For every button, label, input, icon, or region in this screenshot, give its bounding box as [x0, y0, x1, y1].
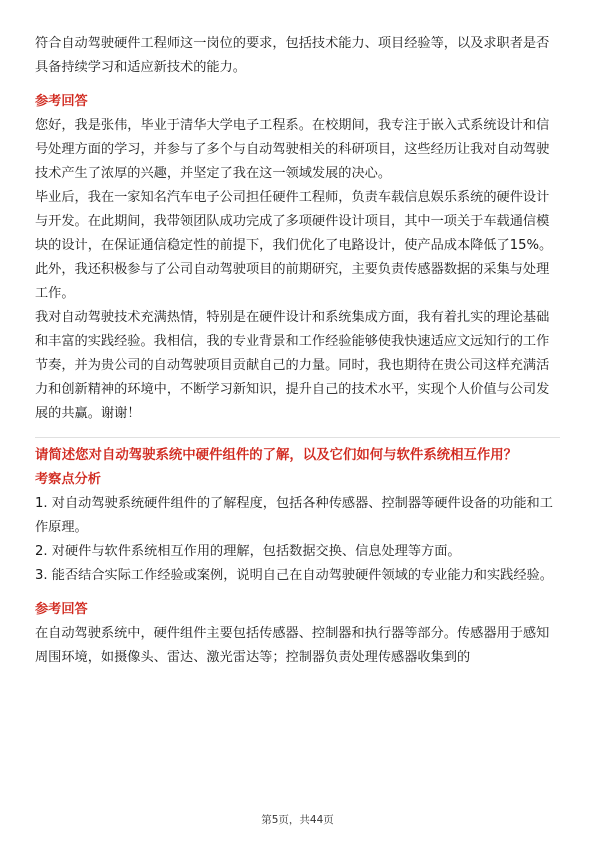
analysis-point-2: 2. 对硬件与软件系统相互作用的理解，包括数据交换、信息处理等方面。 [35, 544, 461, 559]
page-footer: 第5页，共44页 [261, 814, 334, 826]
answer2-paragraph: 在自动驾驶系统中，硬件组件主要包括传感器、控制器和执行器等部分。传感器用于感知周围环境，如摄像头、雷达、激光雷达等；控制器负责处理传感器收集到的 [35, 626, 550, 665]
analysis-point-1: 1. 对自动驾驶系统硬件组件的了解程度，包括各种传感器、控制器等硬件设备的功能和工作原理。 [35, 496, 553, 535]
answer2-heading: 参考回答 [35, 602, 88, 617]
question2-title: 请简述您对自动驾驶系统中硬件组件的了解，以及它们如何与软件系统相互作用？ [35, 448, 518, 463]
answer1-paragraph-1: 您好，我是张伟，毕业于清华大学电子工程系。在校期间，我专注于嵌入式系统设计和信号处理方面的学习，并参与了多个与自动驾驶相关的科研项目，这些经历让我对自动驾驶技术产生了浓厚的兴趣，并坚定了我在这一领域发展的决心。 [35, 118, 550, 181]
page-content [35, 32, 560, 670]
answer1-section [35, 90, 560, 426]
question2-section [35, 444, 560, 670]
answer1-heading: 参考回答 [35, 94, 88, 109]
analysis-point-3: 3. 能否结合实际工作经验或案例，说明自己在自动驾驶硬件领域的专业能力和实践经验。 [35, 568, 553, 583]
section-divider [35, 437, 560, 438]
intro-paragraph: 符合自动驾驶硬件工程师这一岗位的要求，包括技术能力、项目经验等，以及求职者是否具备持续学习和适应新技术的能力。 [35, 36, 550, 75]
answer1-paragraph-3: 我对自动驾驶技术充满热情，特别是在硬件设计和系统集成方面，我有着扎实的理论基础和丰富的实践经验。我相信，我的专业背景和工作经验能够使我快速适应文远知行的工作节奏，并为贵公司的自动驾驶项目贡献自己的力量。同时，我也期待在贵公司这样充满活力和创新精神的环境中，不断学习新知识，提升自己的技术水平，实现个人价值与公司发展的共赢。谢谢！ [35, 310, 550, 421]
answer1-paragraph-2: 毕业后，我在一家知名汽车电子公司担任硬件工程师，负责车载信息娱乐系统的硬件设计与开发。在此期间，我带领团队成功完成了多项硬件设计项目，其中一项关于车载通信模块的设计，在保证通信稳定性的前提下，我们优化了电路设计，使产品成本降低了15%。此外，我还积极参与了公司自动驾驶项目的前期研究，主要负责传感器数据的采集与处理工作。 [35, 190, 553, 301]
analysis-heading: 考察点分析 [35, 472, 101, 487]
